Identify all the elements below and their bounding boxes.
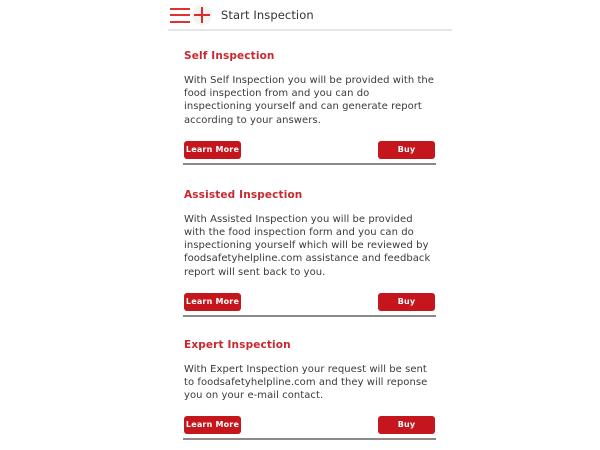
- learn-more-button[interactable]: Learn More: [184, 416, 241, 434]
- section-expert-inspection: [183, 339, 436, 441]
- section-divider: [183, 163, 436, 165]
- header-divider: [168, 29, 452, 31]
- hamburger-line: [170, 8, 190, 10]
- learn-more-button[interactable]: Learn More: [184, 141, 241, 159]
- page-title: Start Inspection: [221, 8, 314, 22]
- main-content: [183, 50, 436, 440]
- section-actions: [183, 416, 436, 434]
- hamburger-icon[interactable]: [170, 8, 190, 23]
- app-header: [168, 0, 452, 32]
- section-actions: [183, 141, 436, 159]
- section-description: With Assisted Inspection you will be provided with the food inspection form and you can do inspectioning yourself which will be reviewed by foodsafetyhelpline.com assistance and feedback report will sent back to you.: [184, 213, 431, 278]
- section-self-inspection: [183, 50, 436, 165]
- buy-button[interactable]: Buy: [378, 416, 435, 434]
- hamburger-line: [170, 21, 190, 23]
- learn-more-button[interactable]: Learn More: [184, 293, 241, 311]
- section-description: With Expert Inspection your request will be sent to foodsafetyhelpline.com and they will reponse you on your e-mail contact.: [184, 363, 428, 402]
- section-title: Assisted Inspection: [184, 188, 303, 201]
- section-actions: [183, 293, 436, 311]
- section-title: Expert Inspection: [184, 338, 291, 351]
- plus-icon[interactable]: [192, 5, 212, 25]
- section-description: With Self Inspection you will be provided with the food inspection from and you can do inspectioning yourself and can generate report according to your answers.: [184, 75, 434, 126]
- section-divider: [183, 438, 436, 440]
- section-assisted-inspection: [183, 189, 436, 317]
- section-spacer: [183, 165, 436, 189]
- section-divider: [183, 315, 436, 317]
- section-spacer: [183, 317, 436, 339]
- buy-button[interactable]: Buy: [378, 141, 435, 159]
- section-title: Self Inspection: [184, 50, 275, 62]
- buy-button[interactable]: Buy: [378, 293, 435, 311]
- hamburger-line: [170, 14, 190, 16]
- header-inner: [168, 0, 452, 30]
